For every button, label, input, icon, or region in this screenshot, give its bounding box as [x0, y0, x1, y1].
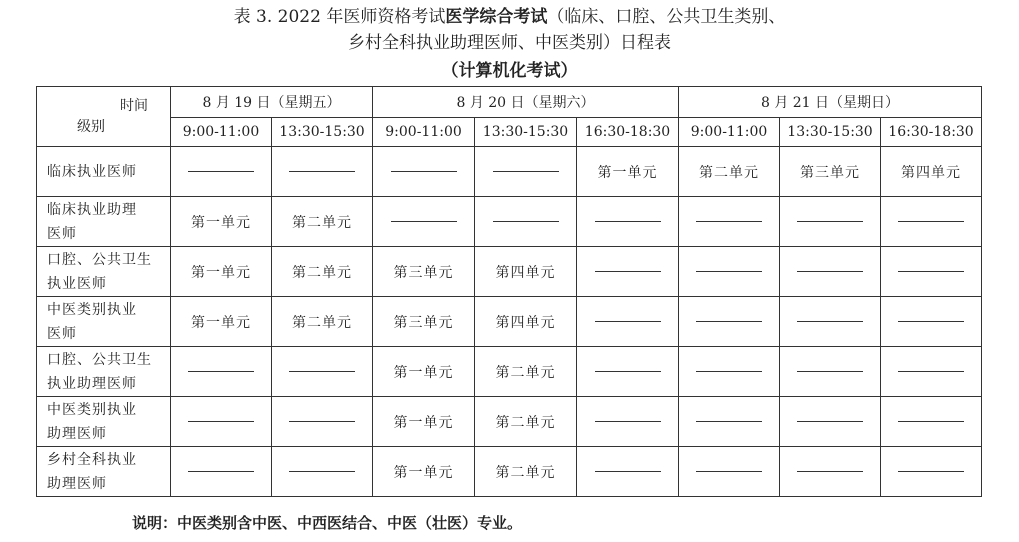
title-bold: 医学综合考试 — [445, 7, 548, 27]
exam-unit: 第二单元 — [495, 464, 556, 481]
exam-unit: 第一单元 — [191, 314, 251, 331]
schedule-cell — [881, 447, 982, 497]
empty-dash — [391, 221, 457, 222]
date-header-3: 8 月 21 日（星期日） — [679, 87, 982, 118]
empty-dash — [188, 371, 254, 372]
schedule-cell — [475, 247, 577, 297]
schedule-cell — [577, 197, 679, 247]
empty-dash — [696, 471, 762, 472]
slot-header: 13:30-15:30 — [780, 118, 881, 147]
schedule-cell — [171, 197, 272, 247]
row-label — [37, 347, 171, 397]
empty-dash — [696, 221, 762, 222]
row-label-line: 中医类别执业 — [47, 401, 137, 418]
exam-unit: 第二单元 — [292, 264, 352, 281]
empty-dash — [289, 471, 355, 472]
empty-dash — [797, 221, 863, 222]
row-label-line: 医师 — [47, 325, 77, 342]
empty-dash — [898, 321, 964, 322]
table-title-line-2: 乡村全科执业助理医师、中医类别）日程表 — [348, 33, 671, 53]
slot-header: 16:30-18:30 — [881, 118, 982, 147]
exam-unit: 第二单元 — [699, 164, 760, 181]
schedule-cell — [577, 447, 679, 497]
table-row — [37, 447, 982, 497]
table-row — [37, 147, 982, 197]
empty-dash — [797, 471, 863, 472]
title-suffix: （临床、口腔、公共卫生类别、 — [547, 7, 786, 27]
empty-dash — [797, 271, 863, 272]
schedule-cell — [373, 247, 475, 297]
table-row — [37, 297, 982, 347]
empty-dash — [696, 421, 762, 422]
exam-unit: 第一单元 — [597, 164, 658, 181]
empty-dash — [289, 371, 355, 372]
exam-unit: 第二单元 — [495, 414, 556, 431]
empty-dash — [595, 221, 661, 222]
schedule-cell — [373, 197, 475, 247]
empty-dash — [696, 371, 762, 372]
empty-dash — [797, 421, 863, 422]
empty-dash — [595, 321, 661, 322]
table-note: 说明：中医类别含中医、中西医结合、中医（壮医）专业。 — [132, 514, 523, 532]
row-label — [37, 197, 171, 247]
schedule-cell — [171, 297, 272, 347]
schedule-cell — [373, 397, 475, 447]
empty-dash — [595, 271, 661, 272]
table-row — [37, 247, 982, 297]
slot-header: 9:00-11:00 — [171, 118, 272, 147]
row-label-line: 口腔、公共卫生 — [47, 351, 152, 368]
exam-unit: 第一单元 — [191, 214, 251, 231]
row-label-line: 助理医师 — [47, 425, 107, 442]
empty-dash — [391, 171, 457, 172]
schedule-cell — [475, 447, 577, 497]
empty-dash — [188, 421, 254, 422]
table-subtitle: （计算机化考试） — [441, 61, 578, 81]
schedule-cell — [780, 347, 881, 397]
schedule-table — [36, 86, 982, 497]
schedule-cell — [373, 347, 475, 397]
schedule-cell — [171, 397, 272, 447]
schedule-cell — [475, 297, 577, 347]
row-label-line: 助理医师 — [47, 475, 107, 492]
exam-unit: 第二单元 — [292, 214, 352, 231]
table-row — [37, 197, 982, 247]
exam-unit: 第二单元 — [292, 314, 352, 331]
empty-dash — [898, 471, 964, 472]
schedule-cell — [475, 397, 577, 447]
row-label-line: 执业助理医师 — [47, 375, 137, 392]
exam-unit: 第一单元 — [191, 264, 251, 281]
exam-unit: 第三单元 — [393, 264, 454, 281]
table-row — [37, 347, 982, 397]
schedule-cell — [679, 247, 780, 297]
schedule-cell — [780, 197, 881, 247]
header-corner — [37, 87, 171, 147]
row-label-line: 执业医师 — [47, 275, 107, 292]
row-label-line: 中医类别执业 — [47, 301, 137, 318]
row-label-line: 乡村全科执业 — [47, 451, 137, 468]
level-label: 级别 — [77, 119, 105, 135]
schedule-cell — [881, 197, 982, 247]
slot-header: 13:30-15:30 — [272, 118, 373, 147]
schedule-cell — [272, 397, 373, 447]
schedule-cell — [272, 247, 373, 297]
schedule-cell — [679, 397, 780, 447]
empty-dash — [696, 321, 762, 322]
row-label-line: 临床执业助理 — [47, 201, 137, 218]
schedule-cell — [272, 147, 373, 197]
empty-dash — [898, 371, 964, 372]
schedule-cell — [577, 247, 679, 297]
exam-unit: 第一单元 — [393, 414, 454, 431]
schedule-cell — [679, 447, 780, 497]
row-label-line: 口腔、公共卫生 — [47, 251, 152, 268]
schedule-cell — [881, 147, 982, 197]
empty-dash — [595, 421, 661, 422]
header-row-dates — [37, 87, 982, 118]
schedule-cell — [780, 397, 881, 447]
schedule-cell — [171, 147, 272, 197]
slot-header: 13:30-15:30 — [475, 118, 577, 147]
exam-unit: 第四单元 — [495, 264, 556, 281]
table-row — [37, 397, 982, 447]
schedule-cell — [475, 147, 577, 197]
empty-dash — [797, 321, 863, 322]
schedule-cell — [881, 347, 982, 397]
empty-dash — [188, 471, 254, 472]
schedule-cell — [679, 197, 780, 247]
schedule-cell — [577, 297, 679, 347]
schedule-cell — [679, 347, 780, 397]
schedule-cell — [577, 347, 679, 397]
header-row-slots — [37, 118, 982, 147]
empty-dash — [493, 171, 559, 172]
schedule-cell — [780, 447, 881, 497]
schedule-cell — [272, 447, 373, 497]
exam-unit: 第四单元 — [901, 164, 962, 181]
exam-unit: 第三单元 — [800, 164, 861, 181]
schedule-cell — [373, 447, 475, 497]
empty-dash — [696, 271, 762, 272]
exam-unit: 第二单元 — [495, 364, 556, 381]
schedule-cell — [780, 297, 881, 347]
slot-header: 9:00-11:00 — [373, 118, 475, 147]
row-label — [37, 147, 171, 197]
schedule-cell — [881, 247, 982, 297]
schedule-cell — [475, 347, 577, 397]
schedule-cell — [577, 147, 679, 197]
schedule-cell — [272, 197, 373, 247]
exam-unit: 第一单元 — [393, 364, 454, 381]
empty-dash — [898, 271, 964, 272]
exam-unit: 第四单元 — [495, 314, 556, 331]
date-header-1: 8 月 19 日（星期五） — [171, 87, 373, 118]
empty-dash — [289, 421, 355, 422]
empty-dash — [595, 471, 661, 472]
schedule-cell — [272, 297, 373, 347]
schedule-cell — [171, 447, 272, 497]
schedule-cell — [373, 147, 475, 197]
title-prefix: 表 3. 2022 年医师资格考试 — [233, 7, 446, 27]
slot-header: 9:00-11:00 — [679, 118, 780, 147]
exam-unit: 第三单元 — [393, 314, 454, 331]
schedule-cell — [373, 297, 475, 347]
date-header-2: 8 月 20 日（星期六） — [373, 87, 679, 118]
empty-dash — [595, 371, 661, 372]
schedule-cell — [881, 297, 982, 347]
schedule-cell — [171, 347, 272, 397]
table-title-line-1 — [0, 6, 1019, 28]
row-label-line: 医师 — [47, 225, 77, 242]
time-label: 时间 — [120, 98, 148, 114]
schedule-cell — [272, 347, 373, 397]
schedule-cell — [780, 247, 881, 297]
schedule-cell — [780, 147, 881, 197]
schedule-cell — [475, 197, 577, 247]
empty-dash — [289, 171, 355, 172]
schedule-cell — [679, 297, 780, 347]
empty-dash — [188, 171, 254, 172]
schedule-cell — [577, 397, 679, 447]
empty-dash — [797, 371, 863, 372]
row-label — [37, 447, 171, 497]
row-label — [37, 247, 171, 297]
row-label — [37, 397, 171, 447]
schedule-cell — [171, 247, 272, 297]
empty-dash — [493, 221, 559, 222]
row-label — [37, 297, 171, 347]
empty-dash — [898, 221, 964, 222]
empty-dash — [898, 421, 964, 422]
schedule-cell — [881, 397, 982, 447]
row-label-line: 临床执业医师 — [47, 163, 137, 180]
slot-header: 16:30-18:30 — [577, 118, 679, 147]
exam-unit: 第一单元 — [393, 464, 454, 481]
schedule-cell — [679, 147, 780, 197]
